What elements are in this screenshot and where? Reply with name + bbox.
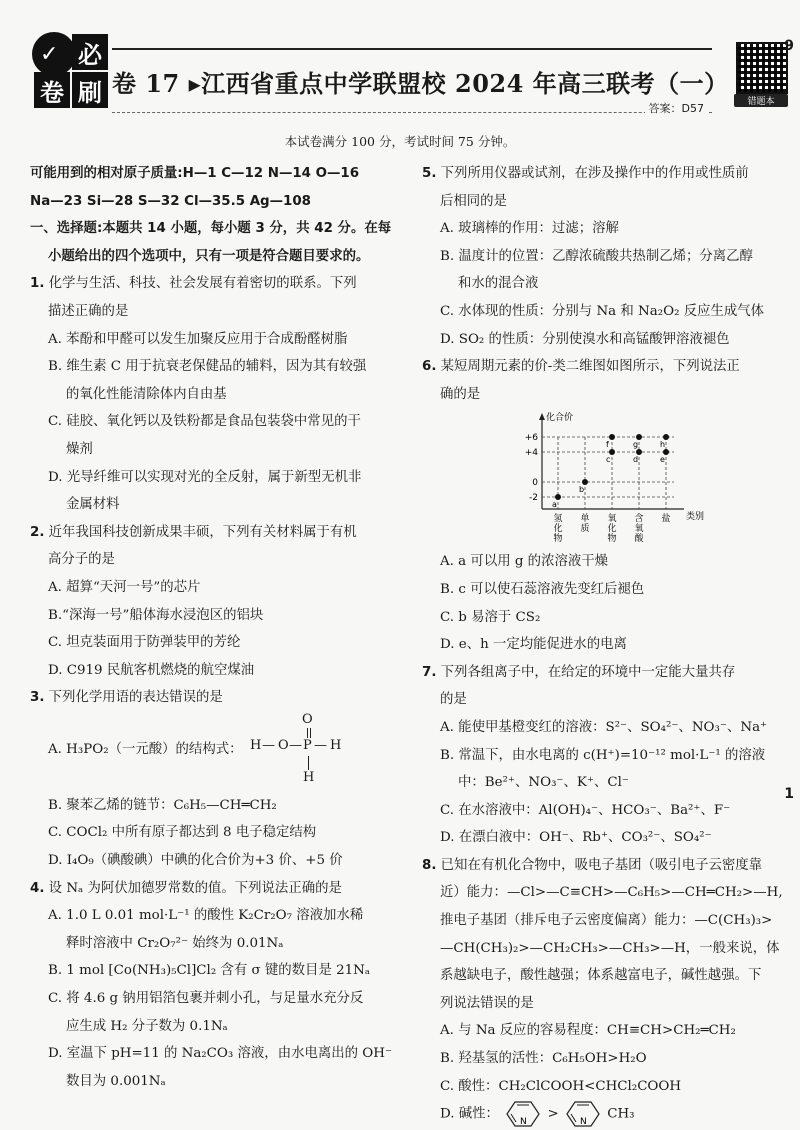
- option-a[interactable]: A. 玻璃棒的作用：过滤；溶解: [440, 221, 619, 237]
- title-band: [112, 48, 729, 110]
- option-b[interactable]: B. c 可以使石蕊溶液先变红后褪色: [440, 581, 645, 597]
- option-b[interactable]: B. 维生素 C 用于抗衰老保健品的辅料，因为其有较强: [48, 359, 367, 375]
- x-tick-label: 质: [580, 524, 590, 535]
- x-axis-label: 类别: [686, 512, 705, 523]
- option-c-cont: 应生成 H₂ 分子数为 0.1Nₐ: [66, 1018, 228, 1034]
- question-8: [422, 852, 782, 880]
- y-tick-label: +6: [524, 433, 538, 444]
- x-tick-label: 氧: [634, 524, 644, 535]
- y-axis-arrow: [539, 413, 545, 420]
- page-title: 卷 17 ▸江西省重点中学联盟校 2024 年高三联考（一）: [112, 69, 729, 98]
- question-stem: 设 Nₐ 为阿伏加德罗常数的值。下列说法正确的是: [48, 880, 342, 896]
- bond-line: [308, 756, 309, 770]
- point-label-a: a: [552, 500, 557, 510]
- atom-p: P: [303, 737, 312, 753]
- question-stem-cont: 列说法错误的是: [440, 995, 534, 1011]
- section-heading-2: 小题给出的四个选项中，只有一项是符合题目要求的。: [48, 248, 370, 264]
- question-stem-cont: 后相同的是: [440, 193, 507, 209]
- structural-formula[interactable]: A. H₃PO₂（一元酸）的结构式： O H — O — P — H H: [48, 711, 342, 785]
- question-1: [30, 270, 408, 298]
- x-tick-label: 物: [553, 534, 563, 545]
- point-label-d: d: [633, 455, 639, 465]
- logo-char-3: 刷: [72, 72, 108, 108]
- question-number: 3.: [30, 690, 45, 706]
- point-label-e: e: [660, 455, 665, 465]
- question-stem: 下列所用仪器或试剂，在涉及操作中的作用或性质前: [440, 166, 749, 181]
- question-number: 1.: [30, 276, 45, 292]
- option-b[interactable]: B. 羟基氢的活性：C₆H₅OH>H₂O: [440, 1051, 647, 1067]
- option-d[interactable]: D. e、h 一定均能促进水的电离: [440, 637, 627, 653]
- atom-h-left: H: [250, 737, 262, 753]
- question-number: 7.: [422, 664, 437, 680]
- option-d[interactable]: D. 室温下 pH=11 的 Na₂CO₃ 溶液，由水电离出的 OH⁻: [48, 1046, 393, 1062]
- atom-h-bottom: H: [303, 769, 315, 785]
- option-d[interactable]: [422, 1100, 782, 1128]
- chart-svg: [422, 408, 782, 548]
- checkmark-icon: ✓: [32, 32, 76, 76]
- question-7: [422, 659, 782, 687]
- double-bond-line: [310, 728, 311, 738]
- logo-char-1: 必: [72, 34, 108, 70]
- question-number: 5.: [422, 166, 437, 181]
- option-a[interactable]: A. 与 Na 反应的容易程度：CH≡CH>CH₂═CH₂: [440, 1023, 736, 1039]
- point-label-b: b: [579, 485, 585, 495]
- x-tick-label: 化: [607, 524, 617, 535]
- question-stem: 化学与生活、科技、社会发展有着密切的联系。下列: [48, 276, 357, 292]
- qr-label: 错题本: [734, 94, 788, 107]
- section-heading-1: 一、选择题:本题共 14 小题，每小题 3 分，共 42 分。在每: [30, 221, 392, 237]
- n-atom-label: N: [579, 1117, 587, 1128]
- question-number: 2.: [30, 524, 45, 540]
- option-a[interactable]: A. 超算“天河一号”的芯片: [48, 579, 201, 595]
- double-bond-line: [307, 728, 308, 738]
- x-tick-label: 酸: [634, 534, 644, 545]
- x-tick-label: 单: [580, 514, 590, 525]
- y-axis-label: 化合价: [546, 413, 574, 424]
- atom-o-mid: O: [278, 737, 289, 753]
- option-d-cont: 数目为 0.001Nₐ: [66, 1073, 166, 1089]
- option-b[interactable]: B.“深海一号”船体海水浸泡区的铝块: [48, 607, 264, 623]
- atom-h-right: H: [330, 737, 342, 753]
- option-c[interactable]: C. 在水溶液中：Al(OH)₄⁻、HCO₃⁻、Ba²⁺、F⁻: [440, 802, 731, 818]
- option-a-cont: 释时溶液中 Cr₂O₇²⁻ 始终为 0.01Nₐ: [66, 935, 284, 951]
- question-stem: 某短周期元素的价-类二维图如图所示，下列说法正: [440, 359, 740, 375]
- option-d[interactable]: D. 在漂白液中：OH⁻、Rb⁺、CO₃²⁻、SO₄²⁻: [440, 830, 712, 846]
- data-point-f: [609, 434, 615, 440]
- question-4: [30, 875, 408, 903]
- option-c[interactable]: C. 水体现的性质：分别与 Na 和 Na₂O₂ 反应生成气体: [440, 303, 765, 319]
- point-label-h: h: [660, 440, 666, 450]
- atom-o-top: O: [302, 711, 313, 727]
- option-c[interactable]: C. 将 4.6 g 钠用铝箔包裹并刺小孔，与足量水充分反: [48, 991, 364, 1007]
- x-tick-label: 氧: [607, 514, 617, 525]
- y-tick-label: -2: [529, 493, 538, 504]
- x-tick-label: 盐: [661, 514, 671, 525]
- question-stem: 下列各组离子中，在给定的环境中一定能大量共存: [440, 664, 736, 680]
- question-stem-cont: —CH(CH₃)₂>—CH₂CH₃>—CH₃>—H，一般来说，体: [440, 940, 780, 956]
- question-stem-cont: 的是: [440, 692, 467, 708]
- option-d[interactable]: D. 光导纤维可以实现对光的全反射，属于新型无机非: [48, 469, 362, 485]
- question-number: 8.: [422, 857, 437, 873]
- option-d-cont: 金属材料: [66, 497, 120, 513]
- question-stem: 下列化学用语的表达错误的是: [48, 690, 223, 706]
- greater-than: >: [547, 1106, 559, 1122]
- option-b[interactable]: B. 常温下，由水电离的 c(H⁺)=10⁻¹² mol·L⁻¹ 的溶液: [440, 747, 766, 763]
- logo-char-2: 卷: [34, 72, 70, 108]
- question-stem-cont: 推电子基团（排斥电子云密度偏离）能力：—C(CH₃)₃>: [440, 913, 773, 929]
- option-c-cont: 燥剂: [66, 441, 93, 457]
- option-c[interactable]: C. 硅胶、氧化钙以及铁粉都是食品包装袋中常见的干: [48, 414, 361, 430]
- question-2: [30, 519, 408, 547]
- question-stem: 近年我国科技创新成果丰硕，下列有关材料属于有机: [48, 524, 357, 540]
- n-atom-label: N: [520, 1117, 527, 1128]
- option-d[interactable]: D. SO₂ 的性质：分别使溴水和高锰酸钾溶液褪色: [440, 331, 730, 347]
- atomic-masses-2: Na—23 Si—28 S—32 Cl—35.5 Ag—108: [30, 193, 311, 209]
- y-tick-label: +4: [524, 448, 538, 459]
- point-label-g: g: [633, 440, 639, 450]
- x-tick-label: 化: [553, 524, 563, 535]
- pyridine-ring-icon: [503, 1100, 543, 1128]
- option-c[interactable]: C. COCl₂ 中所有原子都达到 8 电子稳定结构: [48, 825, 317, 841]
- question-6: [422, 353, 782, 381]
- option-a[interactable]: A. a 可以用 g 的浓溶液干燥: [440, 554, 609, 570]
- question-number: 4.: [30, 880, 45, 896]
- side-mark: 1: [784, 786, 794, 802]
- option-d-label: D. 碱性：: [440, 1106, 499, 1122]
- option-b-cont: 中：Be²⁺、NO₃⁻、K⁺、Cl⁻: [458, 775, 629, 791]
- option-a[interactable]: A. 1.0 L 0.01 mol·L⁻¹ 的酸性 K₂Cr₂O₇ 溶液加水稀: [48, 908, 364, 924]
- question-stem-cont: 高分子的是: [48, 552, 115, 568]
- x-tick-label: 物: [607, 534, 617, 545]
- atomic-masses-1: 可能用到的相对原子质量:H—1 C—12 N—14 O—16: [30, 166, 360, 181]
- exam-info: 本试卷满分 100 分，考试时间 75 分钟。: [284, 134, 516, 149]
- option-c[interactable]: C. 坦克装面用于防弹装甲的芳纶: [48, 635, 241, 651]
- option-b-cont: 的氧化性能清除体内自由基: [66, 386, 227, 402]
- option-b[interactable]: B. 1 mol [Co(NH₃)₅Cl]Cl₂ 含有 σ 键的数目是 21Nₐ: [48, 963, 371, 979]
- left-column: [30, 160, 408, 1095]
- methylpyridine-ring-icon: [563, 1100, 603, 1128]
- question-5: [422, 160, 782, 188]
- option-d[interactable]: D. C919 民航客机燃烧的航空煤油: [48, 662, 255, 678]
- right-column: [422, 160, 782, 1128]
- option-c[interactable]: C. b 易溶于 CS₂: [440, 609, 541, 625]
- valence-class-chart: [422, 408, 782, 548]
- option-a[interactable]: A. 苯酚和甲醛可以发生加聚反应用于合成酚醛树脂: [48, 331, 348, 347]
- option-b[interactable]: B. 聚苯乙烯的链节：C₆H₅—CH═CH₂: [48, 797, 277, 813]
- point-label-f: f: [606, 440, 609, 450]
- option-a[interactable]: A. 能使甲基橙变红的溶液：S²⁻、SO₄²⁻、NO₃⁻、Na⁺: [440, 719, 768, 735]
- methyl-group: CH₃: [607, 1106, 635, 1122]
- question-stem-cont: 近）能力：—Cl>—C≡CH>—C₆H₅>—CH═CH₂>—H,: [440, 885, 783, 901]
- option-a: A. H₃PO₂（一元酸）的结构式：: [48, 741, 243, 757]
- brand-logo: [30, 28, 108, 110]
- x-tick-label: 含: [634, 514, 644, 525]
- page-number: 9: [784, 38, 794, 54]
- qr-code-icon[interactable]: [736, 42, 788, 94]
- option-b-cont: 和水的混合液: [458, 276, 539, 292]
- point-label-c: c: [606, 455, 611, 465]
- option-c[interactable]: C. 酸性：CH₂ClCOOH<CHCl₂COOH: [440, 1078, 682, 1094]
- option-b[interactable]: B. 温度计的位置：乙醇浓硫酸共热制乙烯；分离乙醇: [440, 248, 753, 264]
- y-tick-label: 0: [532, 478, 538, 489]
- question-stem: 已知在有机化合物中，吸电子基团（吸引电子云密度靠: [440, 857, 763, 873]
- option-d[interactable]: D. I₄O₉（碘酸碘）中碘的化合价为+3 价、+5 价: [48, 853, 343, 869]
- question-3: [30, 684, 408, 712]
- question-stem-cont: 确的是: [440, 386, 481, 402]
- question-stem-cont: 描述正确的是: [48, 303, 129, 319]
- question-number: 6.: [422, 359, 437, 375]
- divider: [112, 112, 712, 113]
- question-stem-cont: 系越缺电子，酸性越强；体系越富电子，碱性越强。下: [440, 968, 762, 984]
- x-tick-label: 氢: [553, 514, 563, 525]
- answer-code: 答案：D57: [645, 100, 708, 116]
